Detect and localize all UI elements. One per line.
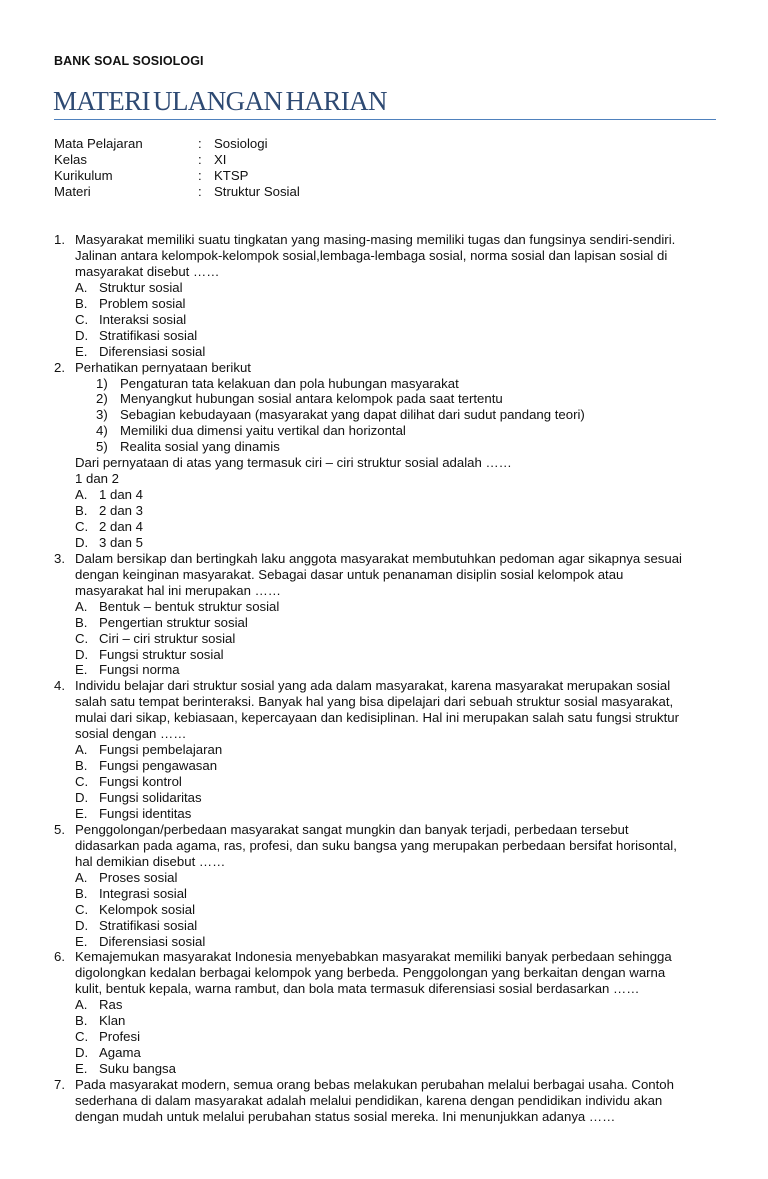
question-number: 5. [54,821,65,837]
statement-item [96,423,718,439]
option-letter: B. [75,885,88,901]
option-text: Ciri – ciri struktur sosial [99,630,236,646]
info-row [54,184,654,200]
question-number: 6. [54,949,65,965]
answer-option [75,662,718,678]
option-text: Proses sosial [99,869,178,885]
answer-option [75,902,718,918]
question-3 [54,551,718,679]
question-number: 3. [54,550,65,566]
option-letter: C. [75,1029,89,1045]
info-separator: : [198,136,202,151]
option-text: Stratifikasi sosial [99,917,198,933]
option-text: Kelompok sosial [99,901,196,917]
question-text-line: Dalam bersikap dan bertingkah laku anggota masyarakat membutuhkan pedoman agar sikapnya sesuai [75,550,682,566]
question-1 [54,232,718,360]
answer-option [75,647,718,663]
info-separator: : [198,168,202,183]
question-text-line: Kemajemukan masyarakat Indonesia menyebabkan masyarakat memiliki banyak perbedaan sehingga [75,949,672,965]
info-value: KTSP [214,168,249,183]
option-text: Problem sosial [99,295,186,311]
question-text-line: Pada masyarakat modern, semua orang bebas melakukan perubahan melalui berbagai usaha. Contoh [75,1076,674,1092]
answer-option [75,535,718,551]
option-letter: E. [75,1061,88,1077]
answer-option [75,487,718,503]
answer-option [75,296,718,312]
question-text-line: Penggolongan/perbedaan masyarakat sangat mungkin dan banyak terjadi, perbedaan tersebut [75,821,629,837]
option-letter: C. [75,774,89,790]
question-text-line: hal demikian disebut …… [75,853,226,869]
answer-options [75,599,718,679]
option-text: Fungsi solidaritas [99,790,202,806]
answer-options [75,487,718,551]
statement-text: Menyangkut hubungan sosial antara kelompok pada saat tertentu [120,391,503,407]
statement-item [96,439,718,455]
answer-option [75,790,718,806]
answer-option [75,1061,718,1077]
option-text: 3 dan 5 [99,534,143,550]
statement-number: 4) [96,423,108,439]
info-value: Sosiologi [214,136,268,151]
option-letter: C. [75,630,89,646]
question-text-line: salah satu tempat berinteraksi. Banyak hal yang bisa dipelajari dari sebuah struktur sosial masyarakat, [75,694,674,710]
answer-option [75,519,718,535]
option-text: Fungsi identitas [99,805,192,821]
info-key: Mata Pelajaran [54,136,143,151]
option-letter: D. [75,534,89,550]
option-letter: B. [75,614,88,630]
info-value: Struktur Sosial [214,184,300,199]
option-text: Fungsi norma [99,662,180,678]
question-text-line: dengan keinginan masyarakat. Sebagai dasar untuk penanaman disiplin sosial kelompok atau [75,566,624,582]
title-divider [54,119,716,120]
document-title: MATERI ULANGAN HARIAN [53,86,387,116]
answer-option [75,918,718,934]
option-letter: E. [75,805,88,821]
question-body [75,551,718,679]
question-body [75,822,718,950]
question-4 [54,678,718,822]
option-letter: B. [75,295,88,311]
info-separator: : [198,184,202,199]
answer-option [75,997,718,1013]
option-text: Fungsi pengawasan [99,758,218,774]
question-text-line: dengan mudah untuk melalui perubahan status sosial mereka. Ini menunjukkan adanya …… [75,1108,616,1124]
option-text: 2 dan 4 [99,518,143,534]
option-text: Fungsi struktur sosial [99,646,224,662]
question-list [54,232,718,1125]
answer-option [75,774,718,790]
option-text: Pengertian struktur sosial [99,614,248,630]
option-text: Diferensiasi sosial [99,933,206,949]
option-letter: A. [75,997,88,1013]
option-text: Integrasi sosial [99,885,187,901]
option-letter: E. [75,933,88,949]
statement-text: Pengaturan tata kelakuan dan pola hubungan masyarakat [120,375,459,391]
info-separator: : [198,152,202,167]
statement-number: 5) [96,439,108,455]
option-letter: A. [75,598,88,614]
option-text: Profesi [99,1029,141,1045]
question-text-line: kulit, bentuk kepala, warna rambut, dan bola mata termasuk diferensiasi sosial berdasarkan …… [75,981,640,997]
question-number: 7. [54,1076,65,1092]
answer-option [75,886,718,902]
answer-option [75,934,718,950]
question-number: 2. [54,359,65,375]
option-text: Bentuk – bentuk struktur sosial [99,598,280,614]
subject-info-table [54,136,654,200]
option-letter: D. [75,790,89,806]
statement-number: 1) [96,375,108,391]
question-text-line: masyarakat disebut …… [75,263,220,279]
answer-option [75,1045,718,1061]
question-text-line: sosial dengan …… [75,726,187,742]
option-text: Fungsi kontrol [99,774,182,790]
option-letter: B. [75,758,88,774]
option-letter: D. [75,646,89,662]
option-letter: A. [75,742,88,758]
option-letter: A. [75,279,88,295]
question-body [75,232,718,360]
answer-options [75,280,718,360]
option-text: Ras [99,997,123,1013]
option-letter: E. [75,662,88,678]
answer-option [75,615,718,631]
option-letter: C. [75,311,89,327]
answer-option [75,503,718,519]
question-text-line: 1 dan 2 [75,471,119,487]
answer-option [75,328,718,344]
info-value: XI [214,152,227,167]
option-letter: B. [75,503,88,519]
option-letter: A. [75,487,88,503]
question-text-line: Dari pernyataan di atas yang termasuk ciri – ciri struktur sosial adalah …… [75,455,512,471]
answer-option [75,758,718,774]
info-key: Materi [54,184,91,199]
question-2 [54,360,718,551]
question-number: 4. [54,678,65,694]
info-key: Kurikulum [54,168,113,183]
question-text-line: Masyarakat memiliki suatu tingkatan yang masing-masing memiliki tugas dan fungsinya sendiri-sendiri. [75,232,676,247]
option-text: 2 dan 3 [99,503,143,519]
option-text: 1 dan 4 [99,487,143,503]
option-text: Stratifikasi sosial [99,327,198,343]
answer-options [75,870,718,950]
question-text-line: Individu belajar dari struktur sosial yang ada dalam masyarakat, karena masyarakat merupakan sosial [75,678,671,694]
statement-item [96,407,718,423]
question-text-line: sederhana di dalam masyarakat adalah melalui pendidikan, karena dengan pendidikan individu akan [75,1092,663,1108]
question-body [75,1077,718,1125]
question-7 [54,1077,718,1125]
option-letter: D. [75,917,89,933]
question-text-line: mulai dari sikap, kebiasaan, kepercayaan dan kedisiplinan. Hal ini merupakan salah satu fungsi struktur [75,710,680,726]
info-key: Kelas [54,152,87,167]
option-letter: A. [75,869,88,885]
question-text-line: digolongkan kedalan berbagai kelompok yang berbeda. Penggolongan yang berkaitan dengan warna [75,965,666,981]
statement-item [96,391,718,407]
option-text: Interaksi sosial [99,311,187,327]
option-letter: B. [75,1013,88,1029]
answer-option [75,344,718,360]
statement-number: 2) [96,391,108,407]
option-text: Fungsi pembelajaran [99,742,223,758]
answer-option [75,599,718,615]
question-number: 1. [54,232,65,247]
answer-option [75,312,718,328]
answer-option [75,280,718,296]
question-body [75,678,718,822]
answer-option [75,742,718,758]
question-text-line: Jalinan antara kelompok-kelompok sosial,lembaga-lembaga sosial, norma sosial dan lapisan sosial di [75,247,668,263]
question-body [75,949,718,1077]
option-text: Diferensiasi sosial [99,343,206,359]
answer-option [75,870,718,886]
question-body [75,360,718,551]
option-letter: C. [75,901,89,917]
statement-item [96,376,718,392]
option-letter: D. [75,327,89,343]
answer-option [75,631,718,647]
option-letter: E. [75,343,88,359]
option-letter: C. [75,518,89,534]
question-text-line: didasarkan pada agama, ras, profesi, dan suku bangsa yang merupakan perbedaan bersifat horisontal, [75,837,677,853]
info-row [54,152,654,168]
header-label: BANK SOAL SOSIOLOGI [54,54,204,68]
statement-text: Memiliki dua dimensi yaitu vertikal dan horizontal [120,423,406,439]
answer-options [75,997,718,1077]
question-6 [54,949,718,1077]
question-5 [54,822,718,950]
answer-option [75,1013,718,1029]
info-row [54,136,654,152]
info-row [54,168,654,184]
answer-option [75,806,718,822]
statement-list [96,376,718,456]
question-text-line: Perhatikan pernyataan berikut [75,359,251,375]
answer-option [75,1029,718,1045]
statement-text: Sebagian kebudayaan (masyarakat yang dapat dilihat dari sudut pandang teori) [120,407,585,423]
answer-options [75,742,718,822]
option-text: Struktur sosial [99,279,183,295]
option-text: Suku bangsa [99,1061,176,1077]
option-text: Agama [99,1045,141,1061]
statement-text: Realita sosial yang dinamis [120,439,280,455]
statement-number: 3) [96,407,108,423]
question-text-line: masyarakat hal ini merupakan …… [75,582,281,598]
option-letter: D. [75,1045,89,1061]
option-text: Klan [99,1013,126,1029]
